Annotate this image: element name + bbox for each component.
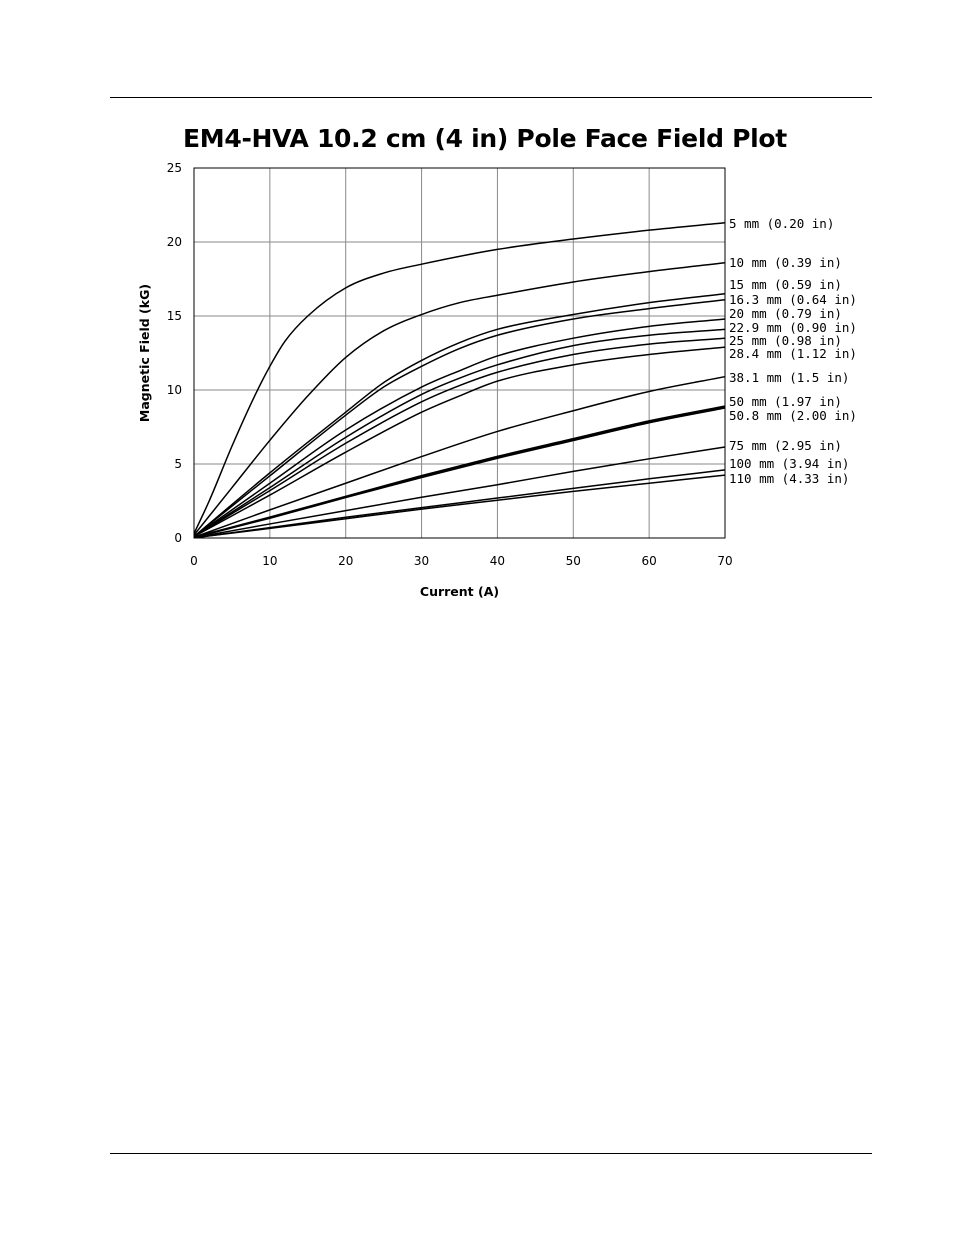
plot-frame [194,168,725,538]
x-tick-label: 30 [413,554,430,568]
y-axis-label: Magnetic Field (kG) [137,283,152,423]
series-label: 75 mm (2.95 in) [729,438,842,453]
series-label: 38.1 mm (1.5 in) [729,370,850,385]
x-tick-label: 40 [489,554,506,568]
chart-title: EM4-HVA 10.2 cm (4 in) Pole Face Field Plot [183,124,787,153]
x-tick-label: 20 [338,554,354,568]
x-tick-label: 10 [262,554,278,568]
series-line [194,294,725,537]
y-tick-label: 15 [166,309,182,323]
series-label: 50.8 mm (2.00 in) [729,408,857,423]
series-line [194,377,725,538]
x-tick-label: 0 [190,554,198,568]
series-labels [729,216,857,486]
y-tick-label: 10 [166,383,182,397]
x-tick-label: 70 [717,554,733,568]
series-label: 16.3 mm (0.64 in) [729,292,857,307]
series-label: 100 mm (3.94 in) [729,456,850,471]
series-label: 28.4 mm (1.12 in) [729,346,857,361]
x-axis-label: Current (A) [419,584,500,599]
footer-rule [110,1153,872,1154]
series-label: 15 mm (0.59 in) [729,277,842,292]
series-label: 110 mm (4.33 in) [729,471,850,486]
tick-labels [167,161,733,568]
series-label: 22.9 mm (0.90 in) [729,320,857,335]
y-tick-label: 20 [166,235,182,249]
series-line [194,319,725,537]
grid [194,168,725,538]
x-tick-label: 50 [565,554,581,568]
series-lines [194,223,725,538]
series-line [194,338,725,536]
series-label: 5 mm (0.20 in) [729,216,835,231]
x-tick-label: 60 [641,554,657,568]
series-label: 20 mm (0.79 in) [729,306,842,321]
series-label: 10 mm (0.39 in) [729,255,842,270]
y-tick-label: 25 [166,161,182,175]
series-label: 50 mm (1.97 in) [729,394,842,409]
y-tick-label: 0 [174,531,182,545]
y-tick-label: 5 [174,457,182,471]
series-label: 25 mm (0.98 in) [729,333,842,348]
